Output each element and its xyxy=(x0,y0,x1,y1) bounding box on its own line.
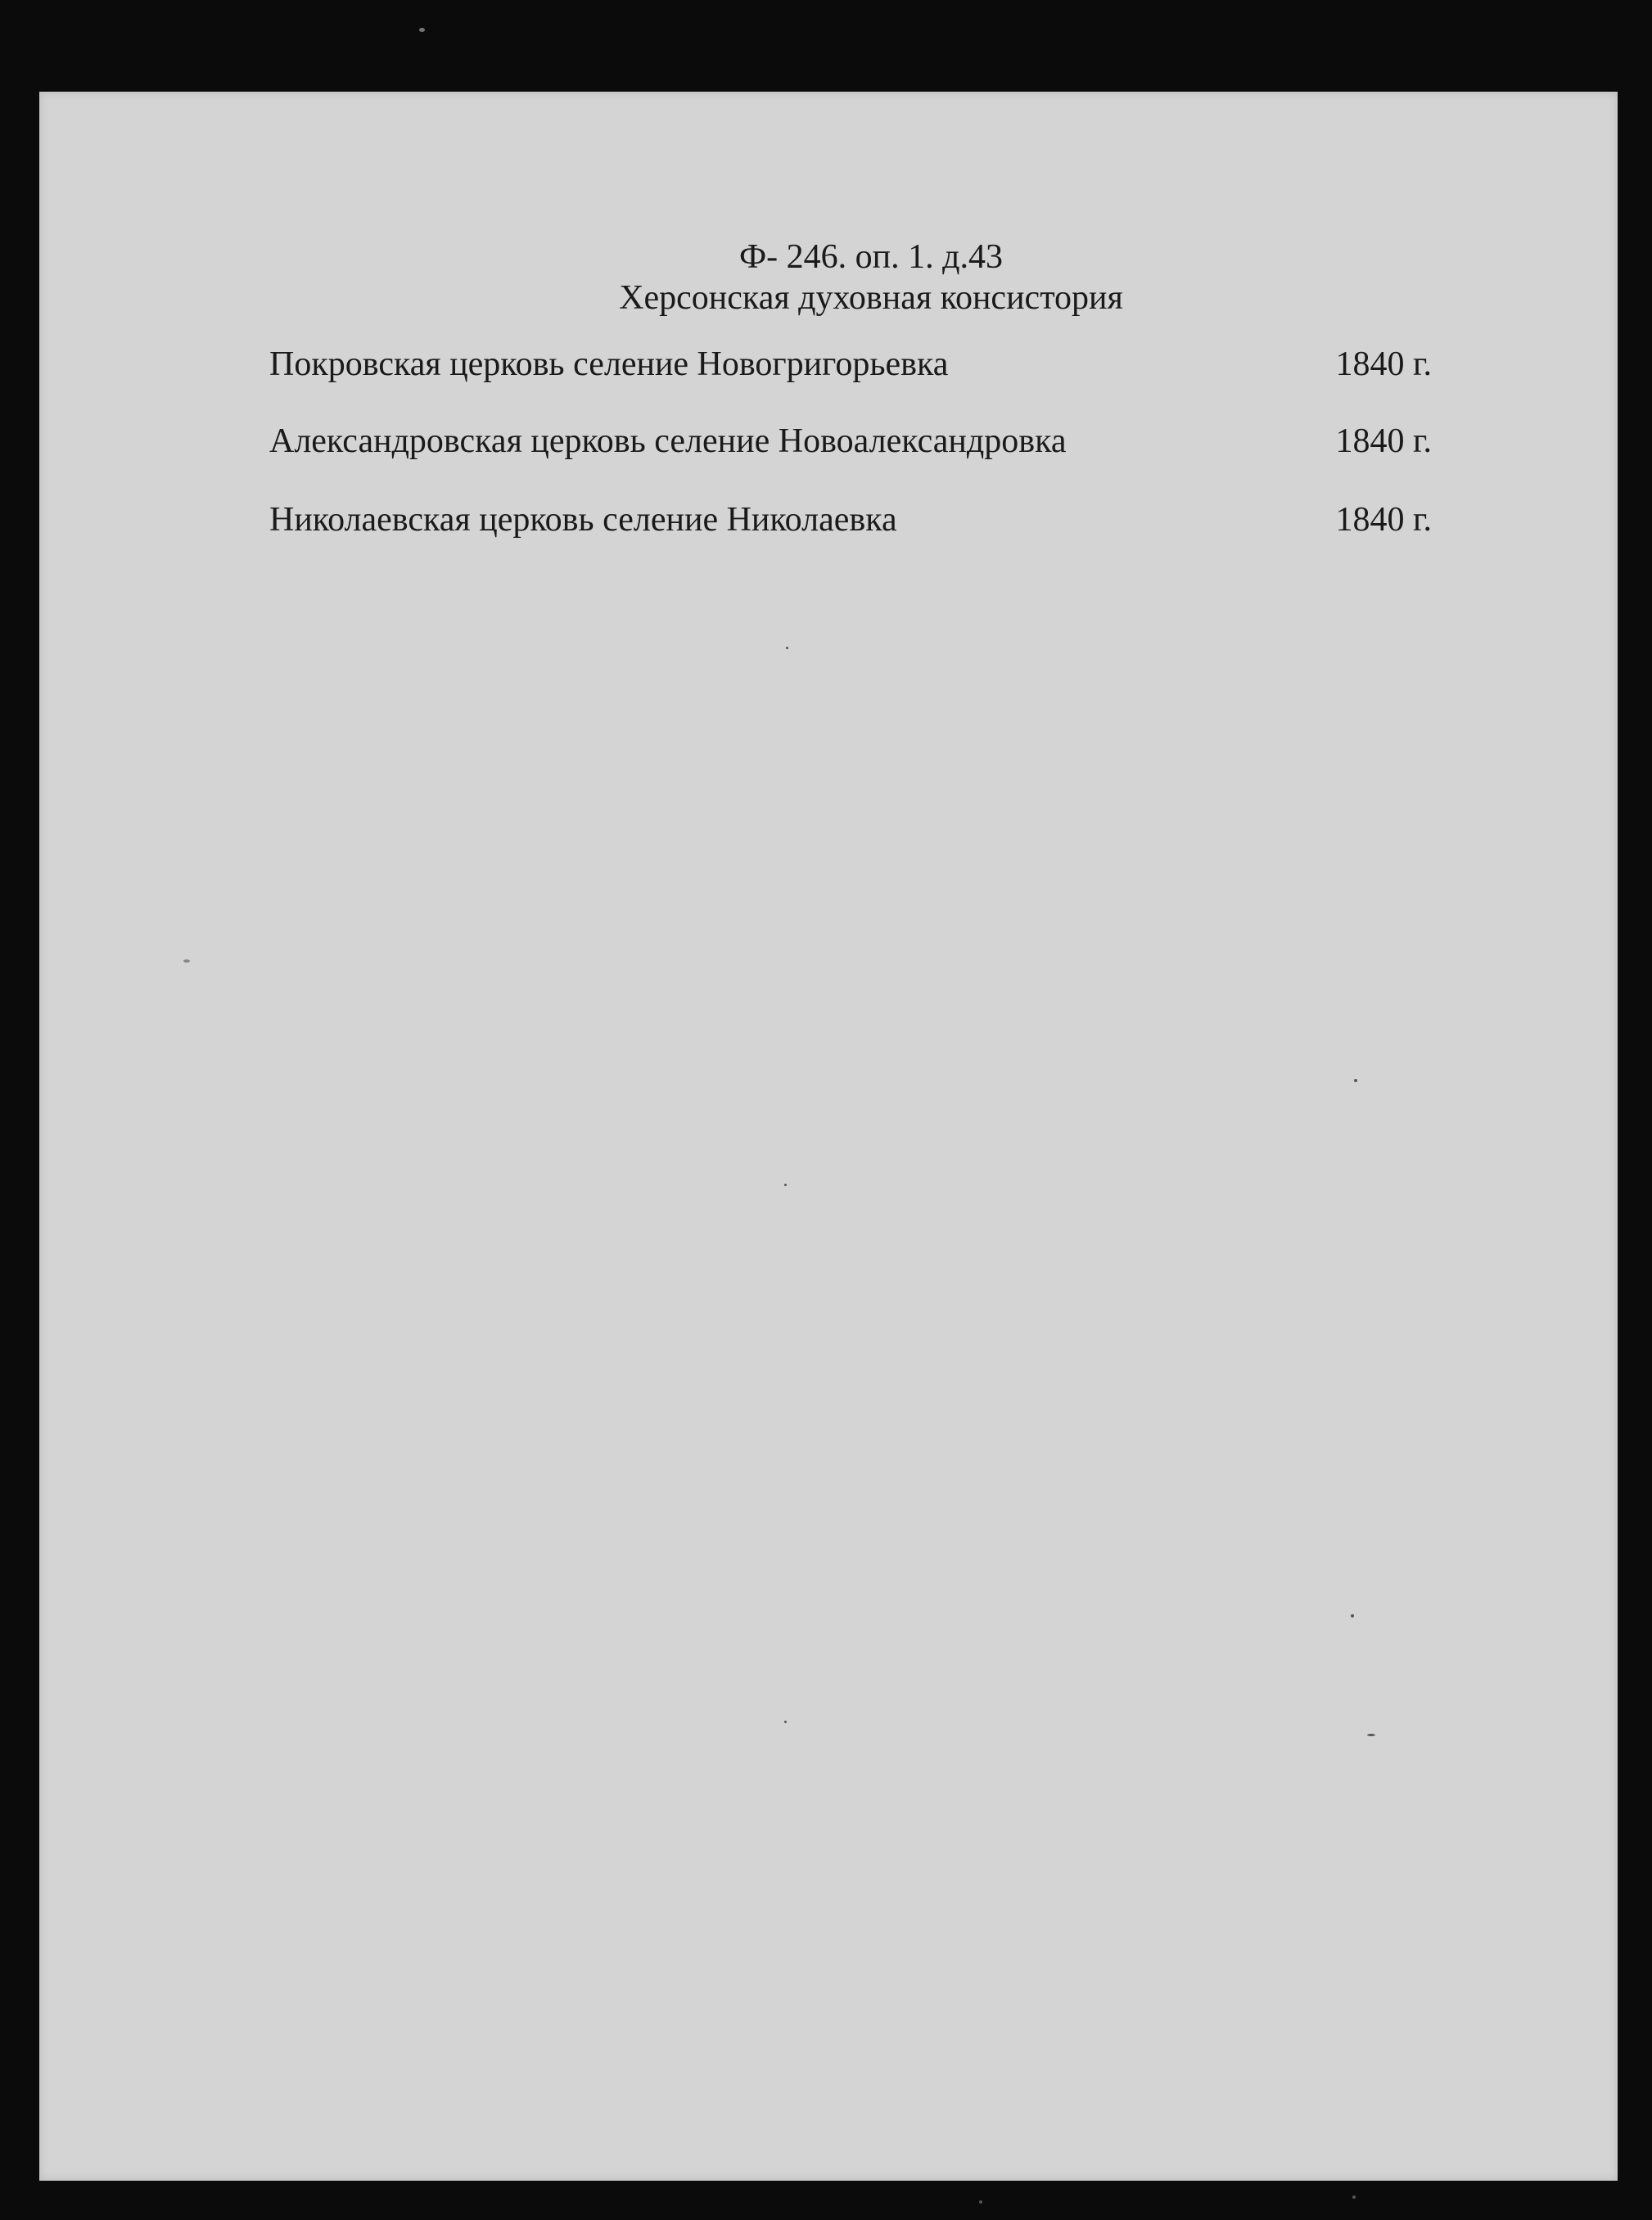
scan-speck xyxy=(979,2200,982,2204)
church-name: Николаевская церковь селение Николаевка xyxy=(269,501,897,539)
scan-speck xyxy=(784,1721,787,1723)
scan-speck xyxy=(1352,2195,1356,2199)
scan-speck xyxy=(183,959,190,963)
scan-speck xyxy=(784,1184,787,1186)
list-item xyxy=(269,419,1432,463)
scan-speck xyxy=(419,28,425,32)
archive-reference: Ф- 246. оп. 1. д.43 xyxy=(738,238,1003,276)
scan-speck xyxy=(1351,1614,1354,1618)
scan-speck xyxy=(1367,1734,1375,1736)
record-year: 1840 г. xyxy=(1335,345,1432,383)
list-item xyxy=(269,342,1432,386)
church-name: Покровская церковь селение Новогригорьевка xyxy=(269,345,949,383)
scan-speck xyxy=(1354,1079,1357,1082)
list-item xyxy=(269,498,1432,542)
church-name: Александровская церковь селение Новоалександровка xyxy=(269,422,1067,460)
scan-speck xyxy=(786,647,788,649)
organization-title: Херсонская духовная консистория xyxy=(619,279,1123,317)
paper-sheet xyxy=(39,92,1618,2181)
record-year: 1840 г. xyxy=(1335,501,1432,539)
record-year: 1840 г. xyxy=(1335,422,1432,460)
